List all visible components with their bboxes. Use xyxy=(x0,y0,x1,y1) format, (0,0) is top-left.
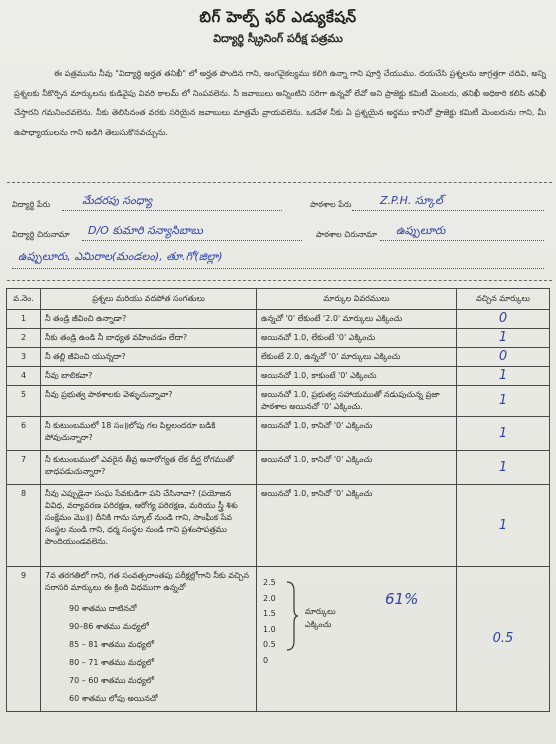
row-question: నీ తల్లి జీవించి యున్నదా? xyxy=(41,348,257,367)
row-question: నీవు బాలికవా? xyxy=(41,367,257,386)
row-marks-rule: అయినచో 1.0, లేకుంటే '0' ఎక్కించు xyxy=(257,329,457,348)
student-name-value: మేదరపు సంధ్యా xyxy=(82,194,153,207)
row-number: 3 xyxy=(7,348,41,367)
row-question xyxy=(41,567,257,712)
table-row xyxy=(7,329,550,348)
student-address-line xyxy=(82,240,302,241)
scale-value: 2.5 xyxy=(263,578,276,587)
student-name-label: విద్యార్థి పేరు xyxy=(12,200,51,209)
school-name-label: పాఠశాల పేరు xyxy=(310,200,352,209)
divider-bottom xyxy=(7,280,552,281)
curly-brace-icon xyxy=(285,581,299,651)
range-item: 90–86 శాతము మధ్యలో xyxy=(69,622,149,631)
row9-question-text: 7వ తరగతిలో గాని, గత సంవత్సరాంతపు పరీక్షల్లోగాని నీకు వచ్చిన సరాసరి మార్కులు ఈ క్రింది విధముగా ఉన్నచో xyxy=(45,571,249,592)
scale-value: 2.0 xyxy=(263,593,276,603)
document-title: బిగ్ హెల్ప్ ఫర్ ఎడ్యుకేషన్ xyxy=(199,8,357,26)
row-score: 1 xyxy=(457,386,550,417)
scale-value: 1.0 xyxy=(263,624,276,634)
table-row xyxy=(7,348,550,367)
row-number: 4 xyxy=(7,367,41,386)
scale-label-line1: మార్కులు xyxy=(305,607,336,616)
scale-value: 1.5 xyxy=(263,609,276,618)
row-question: నీ కుటుంబములో ఎవరైన తీవ్ర అనారోగ్యత లేక దీర్ఘ రోగముతో బాధపడుచున్నారా? xyxy=(41,451,257,485)
table-row xyxy=(7,567,550,712)
student-address-label: విద్యార్థి చిరునామా xyxy=(12,230,70,239)
table-row xyxy=(7,367,550,386)
scale-label-line2: ఎక్కించు xyxy=(305,620,332,629)
row-question: నీ తండ్రి జీవించి ఉన్నాడా? xyxy=(41,310,257,329)
divider-top xyxy=(7,182,552,183)
row-number: 9 xyxy=(7,567,41,712)
marks-scale xyxy=(263,575,276,668)
row-marks-rule: అయినచో 1.0, ప్రభుత్వ సహాయముతో నడుపుచున్న ప్రజా పాఠశాల అయినచో '0' ఎక్కించు. xyxy=(257,386,457,417)
row-score: 1 xyxy=(457,417,550,451)
row-marks-rule: అయినచో 1.0, కాకుంటే '0' ఎక్కించు xyxy=(257,367,457,386)
col-header-score: వచ్చిన మార్కులు xyxy=(457,289,550,310)
row-score: 1 xyxy=(457,451,550,485)
range-item: 60 శాతము లోపు అయినచో xyxy=(69,694,158,703)
row-marks-rule: అయినచో 1.0, కానిచో '0' ఎక్కించు xyxy=(257,485,457,567)
table-header-row xyxy=(7,289,550,310)
col-header-marks: మార్కుల వివరములు xyxy=(257,289,457,310)
table-row xyxy=(7,451,550,485)
school-name-line xyxy=(352,210,544,211)
row-score: 0.5 xyxy=(457,567,550,712)
range-item: 80 – 71 శాతము మధ్యలో xyxy=(69,658,154,667)
scale-value: 0 xyxy=(263,655,269,665)
row-number: 1 xyxy=(7,310,41,329)
row-marks-rule: ఉన్నచో '0' లేకుంటే '2.0' మార్కులు ఎక్కించు xyxy=(257,310,457,329)
screening-table xyxy=(6,288,550,712)
row-number: 2 xyxy=(7,329,41,348)
student-address-value: D/O కుమారి సన్యాసిబాబు xyxy=(88,224,203,237)
document-subtitle: విద్యార్థి స్క్రీనింగ్ పరీక్ష పత్రము xyxy=(213,32,343,45)
school-address-line xyxy=(380,240,544,241)
school-name-value: Z.P.H. స్కూల్ xyxy=(380,194,443,207)
row-score: 1 xyxy=(457,485,550,567)
col-header-question: ప్రశ్నలు మరియు వదపోత సంగతులు xyxy=(41,289,257,310)
table-row xyxy=(7,485,550,567)
row9-marks-cell xyxy=(257,567,457,712)
row-number: 6 xyxy=(7,417,41,451)
range-item: 70 – 60 శాతము మధ్యలో xyxy=(69,676,154,685)
row-marks-rule: అయినచో 1.0, కానిచో '0' ఎక్కించు xyxy=(257,451,457,485)
row-question: నీ కుటుంబములో 18 సం॥లోపు గల పిల్లలందరూ బడికి పోవుచున్నారా? xyxy=(41,417,257,451)
col-header-serial: వ.నెం. xyxy=(7,289,41,310)
school-address-value: ఉప్పులూరు xyxy=(396,224,446,237)
student-name-line xyxy=(62,210,282,211)
table-row xyxy=(7,310,550,329)
row-marks-rule: అయినచో 1.0, కానిచో '0' ఎక్కించు xyxy=(257,417,457,451)
row-question: నీకు తండ్రి ఉండి నీ బాధ్యత వహించడం లేదా? xyxy=(41,329,257,348)
range-item: 90 శాతము దాటినచో xyxy=(69,604,137,613)
scale-value: 0.5 xyxy=(263,640,276,649)
row-score: 1 xyxy=(457,329,550,348)
row-number: 5 xyxy=(7,386,41,417)
row-score: 0 xyxy=(457,348,550,367)
scale-label xyxy=(305,605,336,631)
address-line-2 xyxy=(12,268,544,269)
row-question: నీవు ఎప్పుడైనా సంఘ సేవకుడిగా పని చేసినావా? (పయోజన వివిధ, వర్యావరణ పరిరక్షణ, ఆరోగ్య పరిరక్షణ, మరియు స్త్రీ శిశు సంక్షేమం మొ॥) దీనికి గాను స్కూల్ నుండి గాని, సాంఘీక సేవ సంస్థల నుండి గాని, ధర్మ సంస్థల నుండి గాని ప్రశంసాపత్రము పొందియుండవలెను. xyxy=(41,485,257,567)
row-marks-rule: లేకుంటే 2.0, ఉన్నచో '0' మార్కులు ఎక్కించు xyxy=(257,348,457,367)
handwritten-percentage: 61% xyxy=(385,590,419,608)
school-address-label: పాఠశాల చిరునామా xyxy=(316,230,377,239)
row-score: 1 xyxy=(457,367,550,386)
range-item: 85 – 81 శాతము మధ్యలో xyxy=(69,640,154,649)
row-score: 0 xyxy=(457,310,550,329)
percentage-ranges xyxy=(69,600,252,708)
row-number: 7 xyxy=(7,451,41,485)
table-row xyxy=(7,417,550,451)
address-line-2-value: ఉప్పులూరు, ఎమిరాల(మండలం), తూ.గో(జిల్లా) xyxy=(18,250,223,263)
instructions-paragraph: ఈ పత్రమును నీవు "విద్యార్థి అర్హత తనిఖీ" లో అర్హత పొందిన గాని, అంగవైకల్యము కలిగి ఉన్నా గాని పూర్తి చేయుము. దయచేసి ప్రశ్నలను జాగ్రత్తగా చదివి, అన్ని ప్రశ్నలకు నీకొర్పిన మార్కులను కుడివైపు వివరి కాలమ్ లో నింపవలెను. నీ జవాబులు అన్నింటిని సరిగా ఉన్నవో లేవో అని ప్రాజెక్టు కమిటీ మెంబరు, తనిఖీ అధికారి కలిసి తనిఖీ చేస్తారని గమనించవలెను. నీకు తెలిసినంత వరకు సరియైన జవాబులు మాత్రమే వ్రాయవలెను. ఒకవేళ నీకు ఏ ప్రశ్నయైన అర్థము కానిచో ప్రాజెక్టు కమిటీ మెంబరును గాని, మీ ఉపాధ్యాయులను గాని అడిగి తెలుసుకొనవచ్చును. xyxy=(14,69,546,137)
row-number: 8 xyxy=(7,485,41,567)
table-row xyxy=(7,386,550,417)
row-question: నీవు ప్రభుత్వ పాఠశాలకు వెళ్ళుచున్నావా? xyxy=(41,386,257,417)
